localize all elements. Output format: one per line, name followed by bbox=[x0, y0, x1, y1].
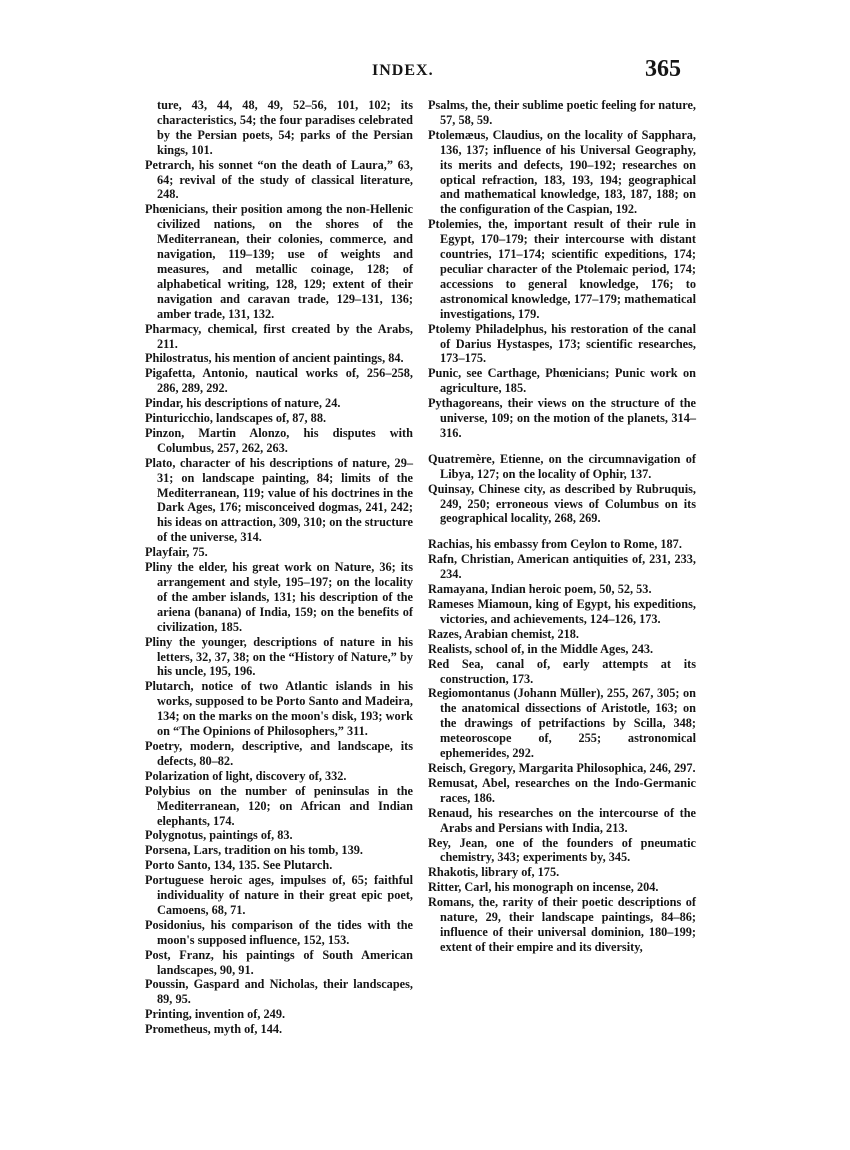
index-entry: Rhakotis, library of, 175. bbox=[428, 865, 560, 880]
index-entry: Rafn, Christian, American antiquities of, 231, 233, 234. bbox=[428, 552, 696, 582]
index-entry: Ramayana, Indian heroic poem, 50, 52, 53. bbox=[428, 582, 652, 597]
index-entry: Posidonius, his comparison of the tides with the moon's supposed influence, 152, 153. bbox=[145, 917, 413, 947]
index-entry: Pharmacy, chemical, first created by the Arabs, 211. bbox=[145, 321, 413, 351]
index-entry: Ptolemæus, Claudius, on the locality of Sapphara, 136, 137; influence of his Universal Geography, its merits and defects, 190–192; researches on optical refraction, 183, 193, 194; geographical and mathematical knowledge, 183, 187, 188; on the configuration of the Caspian, 192. bbox=[428, 127, 696, 217]
index-entry: Petrarch, his sonnet “on the death of Laura,” 63, 64; revival of the study of classical literature, 248. bbox=[145, 157, 413, 202]
index-entry: Polygnotus, paintings of, 83. bbox=[145, 828, 293, 843]
index-entry: Reisch, Gregory, Margarita Philosophica, 246, 297. bbox=[428, 760, 696, 775]
index-entry: Phœnicians, their position among the non-Hellenic civilized nations, on the shores of the Mediterranean, their colonies, commerce, and navigation, 119–139; use of weights and measures, and metallic coinage, 128; of alphabetical writing, 128, 129; extent of their navigation and caravan trade, 129–131, 136; amber trade, 131, 132. bbox=[145, 202, 413, 321]
index-entry: Pliny the elder, his great work on Nature, 36; its arrangement and style, 195–197; on the locality of the amber islands, 131; his description of the ariena (banana) of India, 159; on the benefits of civilization, 185. bbox=[145, 560, 413, 634]
index-entry: Poetry, modern, descriptive, and landscape, its defects, 80–82. bbox=[145, 738, 413, 768]
index-entry: Pinturicchio, landscapes of, 87, 88. bbox=[145, 411, 327, 426]
index-entry: Plutarch, notice of two Atlantic islands in his works, supposed to be Porto Santo and Madeira, 134; on the marks on the moon's disk, 193; work on “The Opinions of Philosophers,” 311. bbox=[145, 679, 413, 739]
index-entry: Pythagoreans, their views on the structure of the universe, 109; on the motion of the planets, 314–316. bbox=[428, 396, 696, 440]
index-entry: Ptolemy Philadelphus, his restoration of the canal of Darius Hystaspes, 173; scientific researches, 173–175. bbox=[428, 321, 696, 366]
index-entry: Plato, character of his descriptions of nature, 29–31; on landscape painting, 84; limits of the Mediterranean, 119; value of his doctrines in the Dark Ages, 176; misconceived dogmas, 241, 242; his ideas on attraction, 309, 310; on the structure of the universe, 314. bbox=[145, 455, 413, 545]
index-entry: Quatremère, Etienne, on the circumnavigation of Libya, 127; on the locality of Ophir, 137. bbox=[428, 451, 696, 481]
index-entry: Punic, see Carthage, Phœnicians; Punic work on agriculture, 185. bbox=[428, 366, 696, 396]
index-entry: Pliny the younger, descriptions of nature in his letters, 32, 37, 38; on the “History of Nature,” by his uncle, 195, 196. bbox=[145, 634, 413, 679]
index-entry: Pigafetta, Antonio, nautical works of, 256–258, 286, 289, 292. bbox=[145, 366, 413, 396]
index-entry: Quinsay, Chinese city, as described by Rubruquis, 249, 250; erroneous views of Columbus on its geographical locality, 268, 269. bbox=[428, 481, 696, 526]
index-entry: Prometheus, myth of, 144. bbox=[145, 1022, 283, 1037]
index-entry: Rameses Miamoun, king of Egypt, his expeditions, victories, and achievements, 124–126, 173. bbox=[428, 597, 696, 626]
index-entry: Realists, school of, in the Middle Ages, 243. bbox=[428, 641, 654, 656]
index-entry: ture, 43, 44, 48, 49, 52–56, 101, 102; its characteristics, 54; the four paradises celebrated by the Persian poets, 54; parks of the Persian kings, 101. bbox=[157, 98, 413, 157]
index-entry: Porto Santo, 134, 135. See Plutarch. bbox=[145, 858, 333, 873]
index-entry: Remusat, Abel, researches on the Indo-Germanic races, 186. bbox=[428, 775, 696, 805]
index-entry: Regiomontanus (Johann Müller), 255, 267, 305; on the anatomical dissections of Aristotle, 163; on the drawings of petrifactions by Scilla, 348; meteoroscope of, 255; astronomical ephemerides, 292. bbox=[428, 686, 696, 761]
page-number: 365 bbox=[645, 56, 681, 82]
index-entry: Red Sea, canal of, early attempts at its construction, 173. bbox=[428, 656, 696, 686]
index-entry: Razes, Arabian chemist, 218. bbox=[428, 626, 579, 641]
running-title: INDEX. bbox=[372, 62, 434, 79]
index-column-left bbox=[145, 98, 413, 1037]
index-entry: Rey, Jean, one of the founders of pneumatic chemistry, 343; experiments by, 345. bbox=[428, 835, 696, 865]
index-entry: Polarization of light, discovery of, 332. bbox=[145, 768, 347, 783]
index-entry: Philostratus, his mention of ancient paintings, 84. bbox=[145, 351, 404, 366]
index-entry: Polybius on the number of peninsulas in the Mediterranean, 120; on African and Indian elephants, 174. bbox=[145, 783, 413, 828]
index-entry: Ritter, Carl, his monograph on incense, 204. bbox=[428, 880, 659, 895]
index-entry: Post, Franz, his paintings of South American landscapes, 90, 91. bbox=[145, 947, 413, 977]
index-entry: Pinzon, Martin Alonzo, his disputes with Columbus, 257, 262, 263. bbox=[145, 425, 413, 455]
index-entry: Psalms, the, their sublime poetic feeling for nature, 57, 58, 59. bbox=[428, 98, 696, 127]
index-entry: Printing, invention of, 249. bbox=[145, 1007, 286, 1022]
index-entry: Portuguese heroic ages, impulses of, 65; faithful individuality of nature in their great epic poet, Camoens, 68, 71. bbox=[145, 873, 413, 917]
index-entry: Renaud, his researches on the intercourse of the Arabs and Persians with India, 213. bbox=[428, 805, 696, 835]
index-entry: Ptolemies, the, important result of their rule in Egypt, 170–179; their intercourse with distant countries, 171–174; scientific expeditions, 174; peculiar character of the Ptolemaic period, 174; accessions to general knowledge, 176; to astronomical knowledge, 177–179; mathematical investigations, 179. bbox=[428, 217, 696, 321]
index-entry: Romans, the, rarity of their poetic descriptions of nature, 29, their landscape paintings, 84–86; influence of their universal dominion, 180–199; extent of their empire and its diversity, bbox=[428, 895, 696, 954]
index-entry: Poussin, Gaspard and Nicholas, their landscapes, 89, 95. bbox=[145, 977, 413, 1007]
index-entry: Pindar, his descriptions of nature, 24. bbox=[145, 396, 341, 411]
index-column-right bbox=[428, 98, 696, 955]
index-entry: Rachias, his embassy from Ceylon to Rome, 187. bbox=[428, 537, 682, 552]
index-entry: Playfair, 75. bbox=[145, 545, 208, 560]
index-entry: Porsena, Lars, tradition on his tomb, 139. bbox=[145, 843, 363, 858]
